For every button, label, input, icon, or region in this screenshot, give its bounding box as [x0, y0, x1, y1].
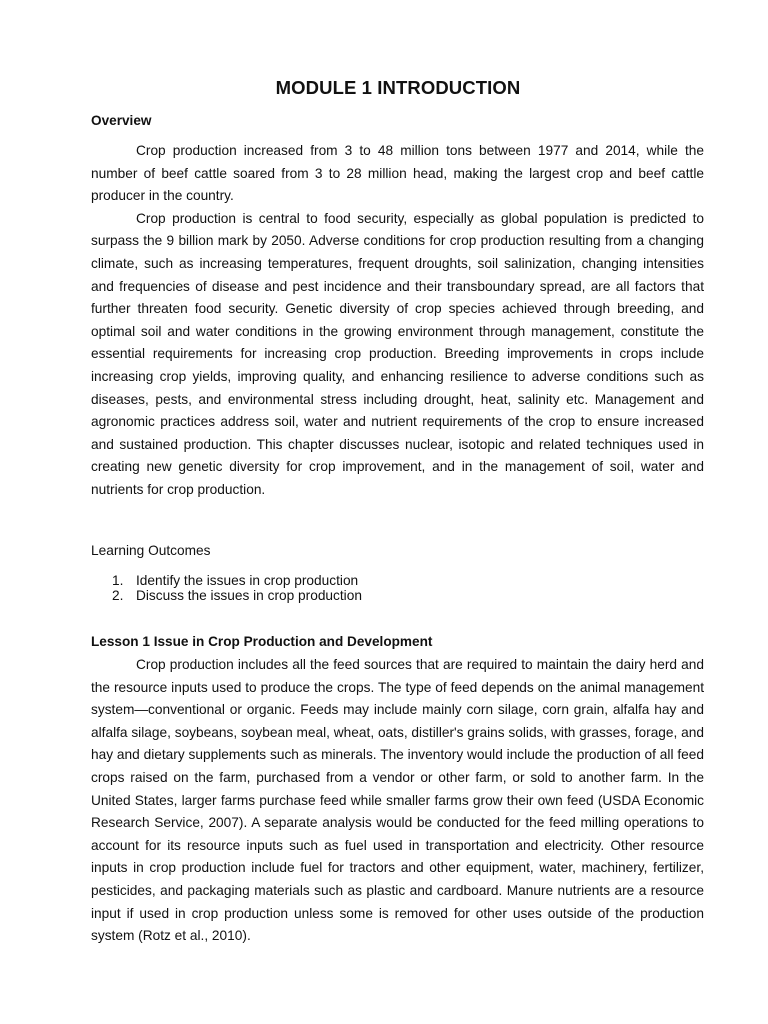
overview-paragraph-2: Crop production is central to food security, especially as global population is predicted to surpass the 9 billion mark by 2050. Adverse conditions for crop production resulting from a changing climate, such as increasing temperatures, frequent droughts, soil salinization, changing intensities and frequencies of disease and pest incidence and their transboundary spread, are all factors that further threaten food security. Genetic diversity of crop species achieved through breeding, and optimal soil and water conditions in the growing environment through management, constitute the essential requirements for increasing crop production. Breeding improvements in crops include increasing crop yields, improving quality, and enhancing resilience to adverse conditions such as diseases, pests, and environmental stress including drought, heat, salinity etc. Management and agronomic practices address soil, water and nutrient requirements of the crop to ensure increased and sustained production. This chapter discusses nuclear, isotopic and related techniques used in creating new genetic diversity for crop improvement, and in the management of soil, water and nutrients for crop production. [91, 210, 704, 497]
overview-body [91, 140, 704, 502]
list-item-number: 1. [112, 573, 124, 588]
lesson1-body [91, 654, 704, 948]
list-item-text: Identify the issues in crop production [136, 573, 359, 588]
list-item [112, 588, 362, 603]
learning-outcomes-label: Learning Outcomes [91, 543, 211, 558]
overview-heading: Overview [91, 113, 152, 128]
list-item [112, 573, 362, 588]
lesson1-paragraph: Crop production includes all the feed sources that are required to maintain the dairy herd and the resource inputs used to produce the crops. The type of feed depends on the animal management system—conventional or organic. Feeds may include mainly corn silage, corn grain, alfalfa hay and alfalfa silage, soybeans, soybean meal, wheat, oats, distiller's grains solids, with grasses, forage, and hay and dietary supplements such as minerals. The inventory would include the production of all feed crops raised on the farm, purchased from a vendor or other farm, or sold to another farm. In the United States, larger farms purchase feed while smaller farms grow their own feed (USDA Economic Research Service, 2007). A separate analysis would be conducted for the feed milling operations to account for its resource inputs such as fuel used in transportation and electricity. Other resource inputs in crop production include fuel for tractors and other equipment, water, machinery, fertilizer, pesticides, and packaging materials such as plastic and cardboard. Manure nutrients are a resource input if used in crop production unless some is removed for other uses outside of the production system (Rotz et al., 2010). [91, 657, 704, 944]
lesson1-heading: Lesson 1 Issue in Crop Production and Development [91, 634, 433, 649]
page-title: MODULE 1 INTRODUCTION [275, 77, 521, 98]
overview-paragraph-1: Crop production increased from 3 to 48 million tons between 1977 and 2014, while the number of beef cattle soared from 3 to 28 million head, making the largest crop and beef cattle producer in the country. [91, 143, 704, 204]
list-item-number: 2. [112, 588, 124, 604]
list-item-text: Discuss the issues in crop production [136, 588, 362, 604]
learning-outcomes-list [112, 573, 362, 604]
